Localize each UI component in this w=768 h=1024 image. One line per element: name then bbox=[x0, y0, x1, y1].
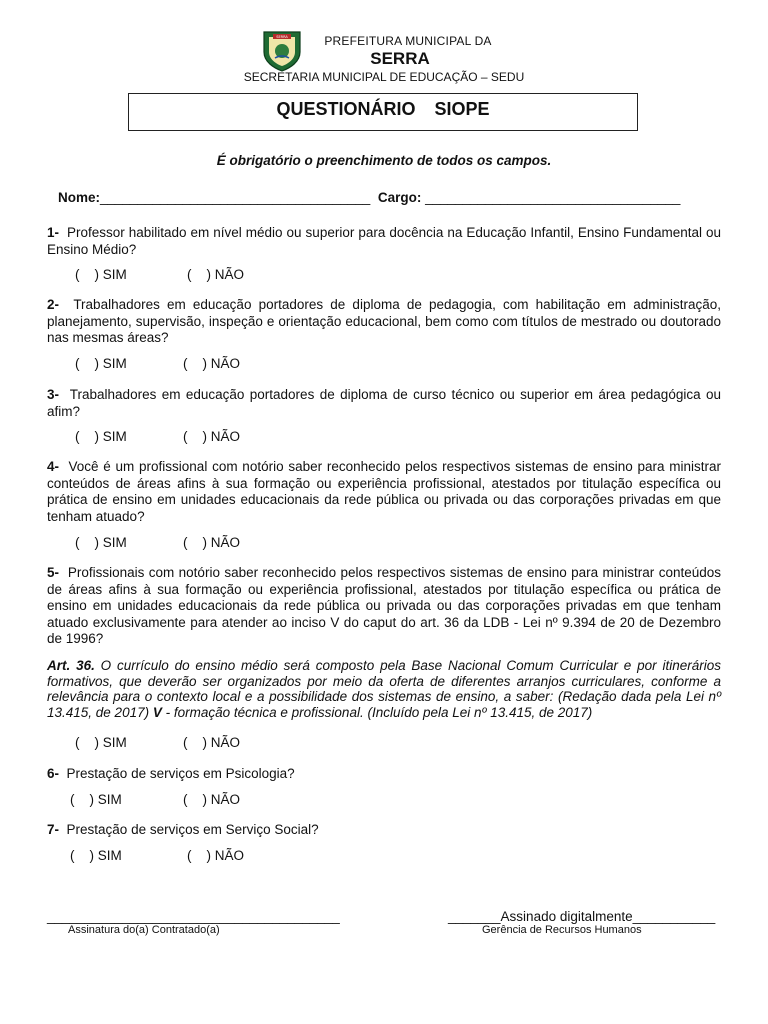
name-field[interactable]: ____________________________________ bbox=[100, 190, 371, 205]
question-text: Trabalhadores em educação portadores de diploma de pedagogia, com habilitação em administração, planejamento, supervisão, inspeção e orientação educacional, bem como com títulos de mestrado ou doutorado nas mesmas áreas? bbox=[47, 297, 721, 345]
article-item: V bbox=[152, 704, 162, 720]
answer-sim-3[interactable]: ( ) SIM bbox=[75, 429, 127, 444]
hr-signature-caption: Gerência de Recursos Humanos bbox=[482, 924, 642, 936]
question-number: 1- bbox=[47, 225, 60, 240]
contractor-signature-caption: Assinatura do(a) Contratado(a) bbox=[68, 924, 220, 936]
name-cargo-row bbox=[58, 190, 680, 205]
logo-text: SERRA bbox=[276, 35, 288, 39]
question-text: Você é um profissional com notório saber reconhecido pelos respectivos sistemas de ensino para ministrar conteúdos de áreas afins à sua formação ou experiência profissional, atestados por titulação específica ou prática de ensino em unidades educacionais da rede pública ou privada ou das corporações privadas em que tenham atuado? bbox=[47, 459, 721, 524]
header-secretaria: SECRETARIA MUNICIPAL DE EDUCAÇÃO – SEDU bbox=[243, 70, 525, 84]
question-text: Prestação de serviços em Serviço Social? bbox=[66, 822, 319, 837]
contractor-signature-line: _______________________________________ bbox=[47, 909, 340, 924]
question-text: Professor habilitado em nível médio ou superior para docência na Educação Infantil, Ensino Fundamental ou Ensino Médio? bbox=[47, 225, 721, 257]
cargo-field[interactable]: __________________________________ bbox=[425, 190, 681, 205]
article-text-2: - formação técnica e profissional. (Incluído pela Lei nº 13.415, de 2017) bbox=[161, 704, 593, 720]
answer-nao-1[interactable]: ( ) NÃO bbox=[187, 267, 244, 282]
answer-nao-4[interactable]: ( ) NÃO bbox=[183, 535, 240, 550]
article-label: Art. 36. bbox=[47, 658, 95, 673]
answer-sim-6[interactable]: ( ) SIM bbox=[70, 792, 122, 807]
answer-sim-1[interactable]: ( ) SIM bbox=[75, 267, 127, 282]
header-prefeitura: PREFEITURA MUNICIPAL DA bbox=[324, 34, 492, 48]
hr-signature-line: _______Assinado digitalmente___________ bbox=[448, 909, 716, 924]
question-4 bbox=[47, 459, 721, 525]
cargo-label: Cargo: bbox=[377, 190, 422, 205]
question-5 bbox=[47, 565, 721, 648]
question-text: Profissionais com notório saber reconhecido pelos respectivos sistemas de ensino para ministrar conteúdos de áreas afins à sua formação ou experiência profissional, atestados por titulação específica ou prática de ensino em unidades educacionais da rede pública ou privada ou das corporações privadas em que tenham atuado exclusivamente para atender ao inciso V do caput do art. 36 da LDB - Lei nº 9.394 de 20 de Dezembro de 1996? bbox=[47, 565, 721, 646]
article-text-1: O currículo do ensino médio será composto pela Base Nacional Comum Curricular e por itinerários formativos, que deverão ser organizados por meio da oferta de diferentes arranjos curriculares, conforme a relevância para o contexto local e a possibilidade dos sistemas de ensino, a saber: (Redação dada pela Lei nº 13.415, de 2017) bbox=[47, 658, 721, 720]
answer-nao-3[interactable]: ( ) NÃO bbox=[183, 429, 240, 444]
question-number: 6- bbox=[47, 766, 60, 781]
page-title: QUESTIONÁRIO SIOPE bbox=[276, 99, 490, 119]
answer-nao-7[interactable]: ( ) NÃO bbox=[187, 848, 244, 863]
article-36-quote bbox=[47, 658, 721, 720]
question-number: 5- bbox=[47, 565, 60, 580]
question-text: Trabalhadores em educação portadores de diploma de curso técnico ou superior em área pedagógica ou afim? bbox=[47, 387, 721, 419]
question-text: Prestação de serviços em Psicologia? bbox=[66, 766, 295, 781]
answer-sim-5[interactable]: ( ) SIM bbox=[75, 735, 127, 750]
question-number: 2- bbox=[47, 297, 60, 312]
header-serra: SERRA bbox=[370, 49, 430, 68]
answer-nao-5[interactable]: ( ) NÃO bbox=[183, 735, 240, 750]
answer-nao-2[interactable]: ( ) NÃO bbox=[183, 356, 240, 371]
question-number: 4- bbox=[47, 459, 60, 474]
answer-sim-2[interactable]: ( ) SIM bbox=[75, 356, 127, 371]
answer-nao-6[interactable]: ( ) NÃO bbox=[183, 792, 240, 807]
answer-sim-7[interactable]: ( ) SIM bbox=[70, 848, 122, 863]
question-6 bbox=[47, 766, 721, 783]
question-3 bbox=[47, 387, 721, 420]
question-number: 7- bbox=[47, 822, 60, 837]
name-label: Nome: bbox=[58, 190, 101, 205]
answer-sim-4[interactable]: ( ) SIM bbox=[75, 535, 127, 550]
question-1 bbox=[47, 225, 721, 258]
question-7 bbox=[47, 822, 721, 839]
mandatory-notice: É obrigatório o preenchimento de todos os campos. bbox=[216, 153, 552, 168]
question-2 bbox=[47, 297, 721, 347]
question-number: 3- bbox=[47, 387, 60, 402]
